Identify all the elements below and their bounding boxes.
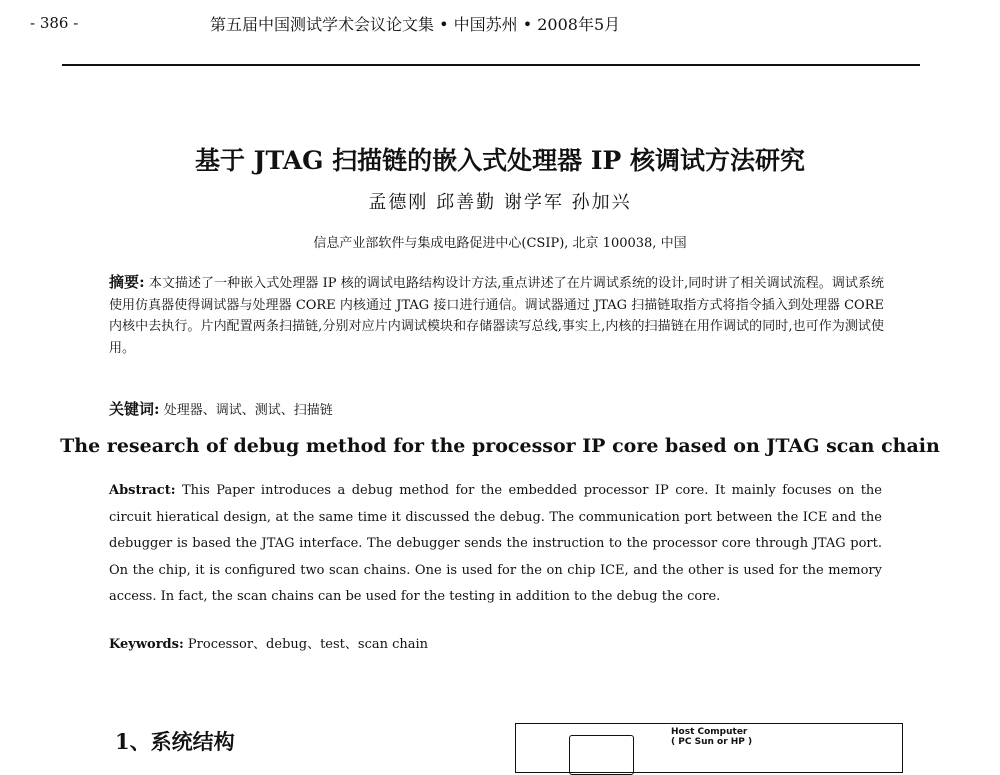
keywords-cn	[109, 398, 333, 419]
abstract-en	[109, 478, 882, 611]
running-head: 第五届中国测试学术会议论文集 • 中国苏州 • 2008年5月	[210, 15, 621, 34]
abstract-cn	[109, 272, 884, 359]
system-figure	[515, 723, 903, 773]
keywords-en-label: Keywords:	[109, 637, 184, 652]
keywords-en	[109, 633, 428, 652]
host-computer-box	[569, 735, 634, 775]
figure-label-host: Host Computer	[671, 727, 748, 737]
abstract-en-text: This Paper introduces a debug method for the embedded processor IP core. It mainly focuses on the circuit hieratical design, at the same time it discussed the debug. The communication port between the ICE and the debugger is based the JTAG interface. The debugger sends the instruction to the processor core through JTAG port. On the chip, it is configured two scan chains. One is used for the on chip ICE, and the other is used for the memory access. In fact, the scan chains can be used for the testing in addition to the debug the core.	[109, 483, 882, 604]
figure-label-platforms: ( PC Sun or HP )	[671, 737, 753, 747]
abstract-cn-label: 摘要:	[109, 273, 145, 291]
abstract-en-label: Abstract:	[109, 483, 176, 498]
page-number: - 386 -	[30, 14, 79, 32]
keywords-en-text: Processor、debug、test、scan chain	[187, 637, 429, 652]
affiliation: 信息产业部软件与集成电路促进中心(CSIP), 北京 100038, 中国	[313, 236, 687, 251]
paper-title-cn: 基于 JTAG 扫描链的嵌入式处理器 IP 核调试方法研究	[194, 146, 806, 175]
section-heading: 1、系统结构	[115, 729, 235, 754]
paper-title-en: The research of debug method for the processor IP core based on JTAG scan chain	[60, 435, 940, 457]
authors: 孟德刚 邱善勤 谢学军 孙加兴	[368, 192, 632, 213]
header-rule	[62, 64, 920, 66]
keywords-cn-text: 处理器、调试、测试、扫描链	[163, 403, 333, 418]
abstract-cn-text: 本文描述了一种嵌入式处理器 IP 核的调试电路结构设计方法,重点讲述了在片调试系统的设计,同时讲了相关调试流程。调试系统使用仿真器使得调试器与处理器 CORE 内核通过 JTAG 接口进行通信。调试器通过 JTAG 扫描链取指方式将指令插入到处理器 CORE 内核中去执行。片内配置两条扫描链,分别对应片内调试模块和存储器读写总线,事实上,内核的扫描链在用作调试的同时,也可作为测试使用。	[109, 276, 884, 356]
keywords-cn-label: 关键词:	[109, 400, 160, 418]
